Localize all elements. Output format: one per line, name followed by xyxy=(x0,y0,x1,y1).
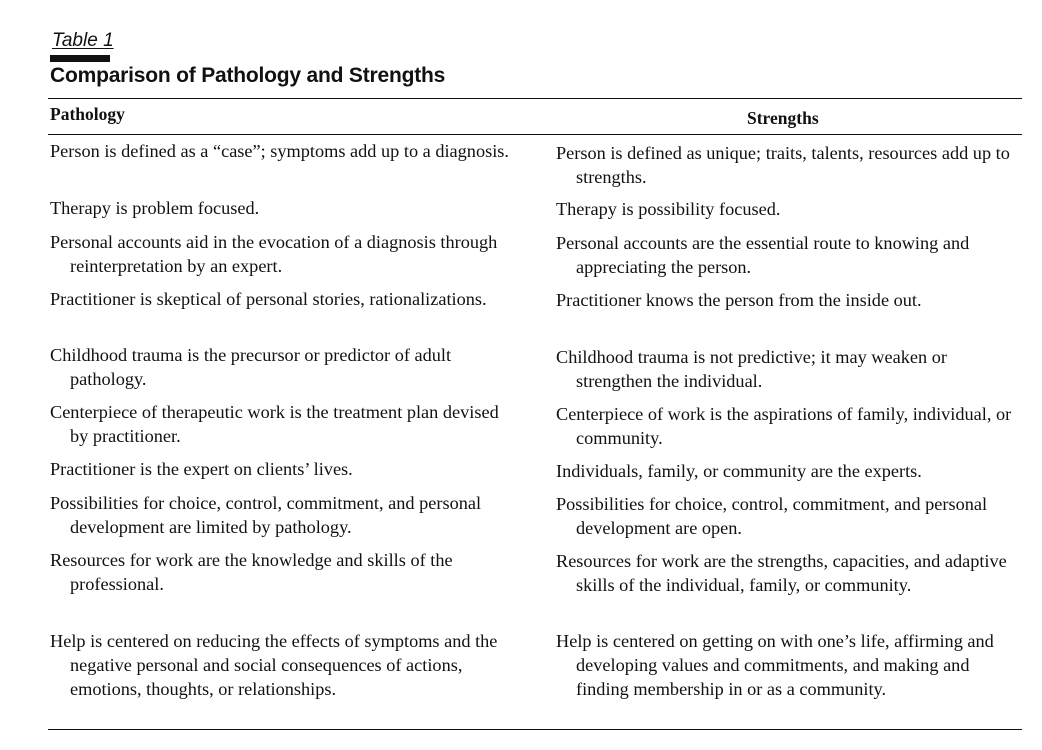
pathology-cell: Centerpiece of therapeutic work is the treatment plan devised by practitioner. xyxy=(50,402,499,446)
header-rule xyxy=(48,134,1022,135)
strengths-cell: Help is centered on getting on with one’s life, affirming and developing values and commitments, and making and finding membership in or as a community. xyxy=(556,631,994,699)
strengths-cell: Personal accounts are the essential route to knowing and appreciating the person. xyxy=(556,233,970,277)
table-title: Comparison of Pathology and Strengths xyxy=(50,64,446,87)
pathology-cell: Practitioner is the expert on clients’ lives. xyxy=(50,459,353,479)
pathology-cell: Person is defined as a “case”; symptoms add up to a diagnosis. xyxy=(50,141,509,161)
label-bar xyxy=(50,55,110,62)
strengths-cell: Person is defined as unique; traits, talents, resources add up to strengths. xyxy=(556,143,1010,187)
strengths-cell: Practitioner knows the person from the inside out. xyxy=(556,290,922,310)
top-rule xyxy=(48,98,1022,99)
column-header-strengths: Strengths xyxy=(747,108,819,128)
column-header-pathology: Pathology xyxy=(50,104,125,124)
strengths-cell: Individuals, family, or community are the experts. xyxy=(556,461,922,481)
strengths-cell: Therapy is possibility focused. xyxy=(556,199,781,219)
strengths-cell: Resources for work are the strengths, capacities, and adaptive skills of the individual, family, or community. xyxy=(556,551,1007,595)
strengths-cell: Centerpiece of work is the aspirations of family, individual, or community. xyxy=(556,404,1012,448)
pathology-cell: Possibilities for choice, control, commitment, and personal development are limited by pathology. xyxy=(50,493,482,537)
pathology-cell: Childhood trauma is the precursor or predictor of adult pathology. xyxy=(50,345,452,389)
pathology-cell: Help is centered on reducing the effects of symptoms and the negative personal and social consequences of actions, emotions, thoughts, or relationships. xyxy=(50,631,498,699)
strengths-cell: Childhood trauma is not predictive; it may weaken or strengthen the individual. xyxy=(556,347,947,391)
pathology-cell: Personal accounts aid in the evocation of a diagnosis through reinterpretation by an expert. xyxy=(50,232,498,276)
pathology-cell: Resources for work are the knowledge and skills of the professional. xyxy=(50,550,453,594)
bottom-rule xyxy=(48,729,1022,730)
pathology-cell: Practitioner is skeptical of personal stories, rationalizations. xyxy=(50,289,487,309)
pathology-cell: Therapy is problem focused. xyxy=(50,198,260,218)
table-label: Table 1 xyxy=(52,30,114,51)
strengths-cell: Possibilities for choice, control, commitment, and personal development are open. xyxy=(556,494,988,538)
